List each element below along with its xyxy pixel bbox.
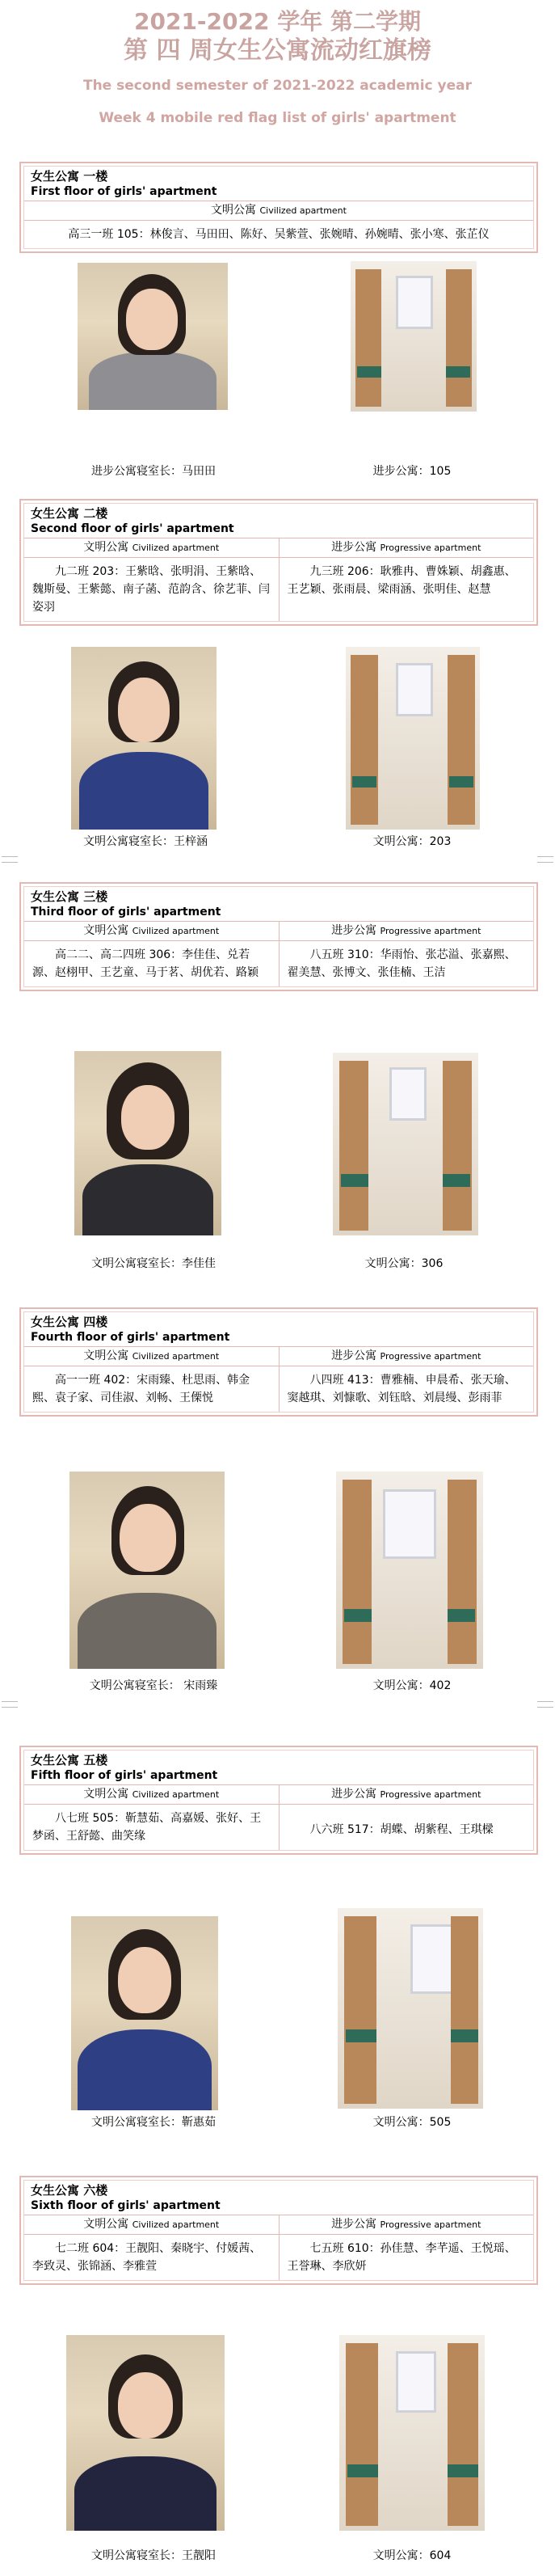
dorm-leader-photo [69, 1472, 225, 1669]
progressive-header: 进步公寓 Progressive apartment [280, 1347, 534, 1366]
progressive-members: 八四班 413：曹雅楠、申晨希、张天瑜、窦越琪、刘慷歌、刘钰晗、刘晨缦、彭雨菲 [287, 1374, 516, 1404]
floor-title-en: Fourth floor of girls' apartment [24, 1330, 533, 1347]
caption-left: 文明公寓寝室长：王靓阳 [91, 2549, 216, 2562]
civilized-members: 八七班 505：靳慧茹、高嘉媛、张好、王梦函、王舒懿、曲笑缘 [32, 1812, 262, 1843]
civilized-header: 文明公寓 Civilized apartment [24, 1347, 279, 1366]
page-break-mark [537, 856, 553, 863]
floor-title: 女生公寓 六楼 [31, 2183, 108, 2198]
dorm-room-photo [339, 2335, 485, 2531]
progressive-header: 进步公寓 Progressive apartment [280, 2215, 534, 2235]
dorm-room-photo [336, 1472, 483, 1669]
subtitle-semester: The second semester of 2021-2022 academic year [82, 78, 473, 94]
progressive-header: 进步公寓 Progressive apartment [280, 538, 534, 558]
title-year: 2021-2022 学年 第二学期 [134, 8, 421, 35]
floor-title-en: Second floor of girls' apartment [24, 522, 533, 538]
dorm-room-photo [338, 1908, 483, 2109]
dorm-room-photo [346, 647, 480, 830]
caption-right: 进步公寓：105 [372, 465, 452, 478]
dorm-leader-photo [71, 647, 217, 830]
caption-left: 文明公寓寝室长：王梓涵 [83, 835, 208, 848]
civilized-header: 文明公寓 Civilized apartment [24, 1785, 279, 1805]
caption-right: 文明公寓：505 [372, 2116, 452, 2129]
floor-title: 女生公寓 一楼 [31, 169, 108, 184]
civilized-members: 高一一班 402：宋雨臻、杜思雨、韩金熙、袁子家、司佳淑、刘畅、王傈悦 [32, 1374, 250, 1404]
progressive-members: 八六班 517：胡蝶、胡紫程、王琪樑 [309, 1823, 494, 1836]
dorm-room-photo [351, 261, 477, 412]
dorm-leader-photo [66, 2335, 225, 2531]
progressive-header: 进步公寓 Progressive apartment [280, 922, 534, 941]
floor-title: 女生公寓 四楼 [31, 1315, 108, 1329]
civilized-members: 九二班 203：王紫晗、张明涓、王紫晗、魏斯曼、王紫懿、南子菡、范韵含、徐艺菲、闫姿羽 [32, 565, 270, 614]
civilized-header: 文明公寓 Civilized apartment [24, 2215, 279, 2235]
progressive-header: 进步公寓 Progressive apartment [280, 1785, 534, 1805]
floor-title-en: Fifth floor of girls' apartment [24, 1768, 533, 1785]
page-header [0, 8, 555, 128]
page-break-mark [537, 1701, 553, 1708]
dorm-leader-photo [74, 1051, 221, 1235]
caption-right: 文明公寓：604 [372, 2549, 452, 2562]
floor-title-en: Third floor of girls' apartment [24, 905, 533, 922]
progressive-members: 九三班 206：耿雅冉、曹姝颖、胡鑫惠、王艺颖、张雨晨、梁雨涵、张明佳、赵慧 [287, 565, 516, 596]
floor-title: 女生公寓 二楼 [31, 506, 108, 521]
caption-right: 文明公寓：402 [372, 1679, 452, 1692]
floor-1-card [19, 162, 538, 253]
civilized-header: 文明公寓 Civilized apartment [24, 922, 279, 941]
caption-left: 文明公寓寝室长：靳惠茹 [91, 2116, 216, 2129]
floor-3-card [19, 882, 538, 991]
floor-title: 女生公寓 五楼 [31, 1753, 108, 1767]
caption-left: 进步公寓寝室长：马田田 [91, 465, 216, 478]
title-week: 第 四 周女生公寓流动红旗榜 [124, 36, 431, 65]
civilized-members: 高三一班 105：林俊言、马田田、陈好、吴紫萱、张婉晴、孙婉晴、张小寒、张芷仪 [68, 228, 490, 241]
civilized-header: 文明公寓 Civilized apartment [24, 201, 533, 221]
floor-4-card [19, 1307, 538, 1417]
caption-left: 文明公寓寝室长： 宋雨臻 [89, 1679, 218, 1692]
page-break-mark [2, 1701, 18, 1708]
civilized-header: 文明公寓 Civilized apartment [24, 538, 279, 558]
caption-right: 文明公寓：306 [364, 1257, 444, 1270]
subtitle-week: Week 4 mobile red flag list of girls' apartment [99, 110, 456, 126]
floor-2-card [19, 499, 538, 626]
caption-right: 文明公寓：203 [372, 835, 452, 848]
page-break-mark [2, 856, 18, 863]
progressive-members: 七五班 610：孙佳慧、李芊遥、王悦瑶、王誉琳、李欣妍 [287, 2242, 516, 2273]
civilized-members: 高二二、高二四班 306：李佳佳、兑若源、赵栩甲、王艺童、马于茗、胡优若、路颖 [32, 948, 259, 979]
dorm-leader-photo [78, 263, 228, 410]
caption-left: 文明公寓寝室长：李佳佳 [91, 1257, 216, 1270]
floor-title-en: Sixth floor of girls' apartment [24, 2198, 533, 2215]
floor-5-card [19, 1746, 538, 1855]
floor-title: 女生公寓 三楼 [31, 889, 108, 904]
progressive-members: 八五班 310：华雨怡、张芯溢、张嘉熙、翟美慧、张博文、张佳楠、王洁 [287, 948, 516, 979]
civilized-members: 七二班 604：王靓阳、秦晓宇、付媛茜、李致灵、张锦涵、李雅萱 [32, 2242, 262, 2273]
floor-6-card [19, 2176, 538, 2285]
dorm-room-photo [333, 1053, 478, 1235]
floor-title-en: First floor of girls' apartment [24, 184, 533, 201]
dorm-leader-photo [71, 1916, 218, 2110]
